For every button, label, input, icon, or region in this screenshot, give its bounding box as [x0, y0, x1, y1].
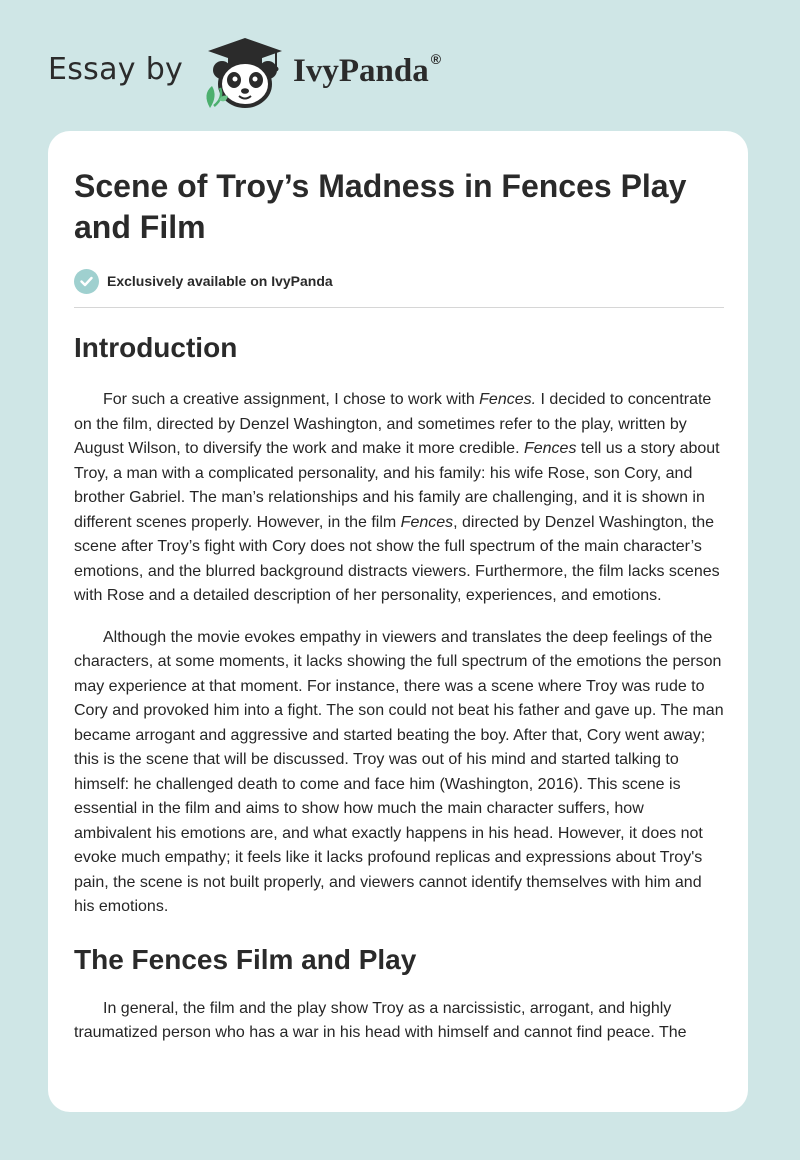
article-content	[74, 131, 724, 1046]
divider	[74, 307, 724, 308]
site-header	[0, 0, 800, 130]
check-icon	[74, 269, 99, 294]
registered-mark: ®	[430, 51, 442, 67]
paragraph-intro-2: Although the movie evokes empathy in viewers and translates the deep feelings of the characters, at some moments, it lacks showing the full spectrum of the emotions the person may experience at that moment. For instance, there was a scene where Troy was rude to Cory and provoked him into a fight. The son could not beat his father and gave up. The man became arrogant and aggressive and started beating the boy. After that, Cory went away; this is the scene that will be discussed. Troy was out of his mind and started talking to himself: he challenged death to come and face him (Washington, 2016). This scene is essential in the film and aims to show how much the main character suffers, how ambivalent his emotions are, and what exactly happens in his head. However, it does not evoke much empathy; it feels like it lacks profound replicas and expressions about Troy's pain, the scene is not built properly, and viewers cannot identify themselves with him and his emotions.	[74, 628, 724, 915]
section-heading-film-and-play: The Fences Film and Play	[74, 943, 417, 975]
brand-prefix: Essay by	[48, 52, 184, 87]
brand-name[interactable]: IvyPanda ®	[293, 51, 442, 89]
exclusive-badge	[74, 268, 724, 294]
section-heading-introduction: Introduction	[74, 332, 238, 363]
work-title: Fences	[400, 513, 454, 531]
article-card	[48, 131, 748, 1112]
paragraph-intro-1: For such a creative assignment, I chose to work with Fences. I decided to concentrate on the film, directed by Denzel Washington, and sometimes refer to the play, written by August Wilson, to diversify the work and make it more credible. Fences tell us a story about Troy, a man with a complicated personality, and his family: his wife Rose, son Cory, and brother Gabriel. The man’s relationships and his family are challenging, and it is shown in different scenes properly. However, in the film Fences, directed by Denzel Washington, the scene after Troy’s fight with Cory does not show the full spectrum of the main character’s emotions, and the blurred background distracts viewers. Furthermore, the film lacks scenes with Rose and a detailed description of her personality, experiences, and emotions.	[74, 391, 720, 604]
work-title: Fences	[523, 440, 577, 457]
exclusive-label: Exclusively available on IvyPanda	[107, 273, 333, 289]
work-title: Fences.	[479, 391, 537, 408]
article-title: Scene of Troy’s Madness in Fences Play and Film	[74, 168, 687, 245]
paragraph-film-1: In general, the film and the play show Troy as a narcissistic, arrogant, and highly traumatized person who has a war in his head with himself and cannot find peace. The	[74, 999, 687, 1041]
panda-graduation-cap-icon[interactable]	[200, 34, 290, 110]
